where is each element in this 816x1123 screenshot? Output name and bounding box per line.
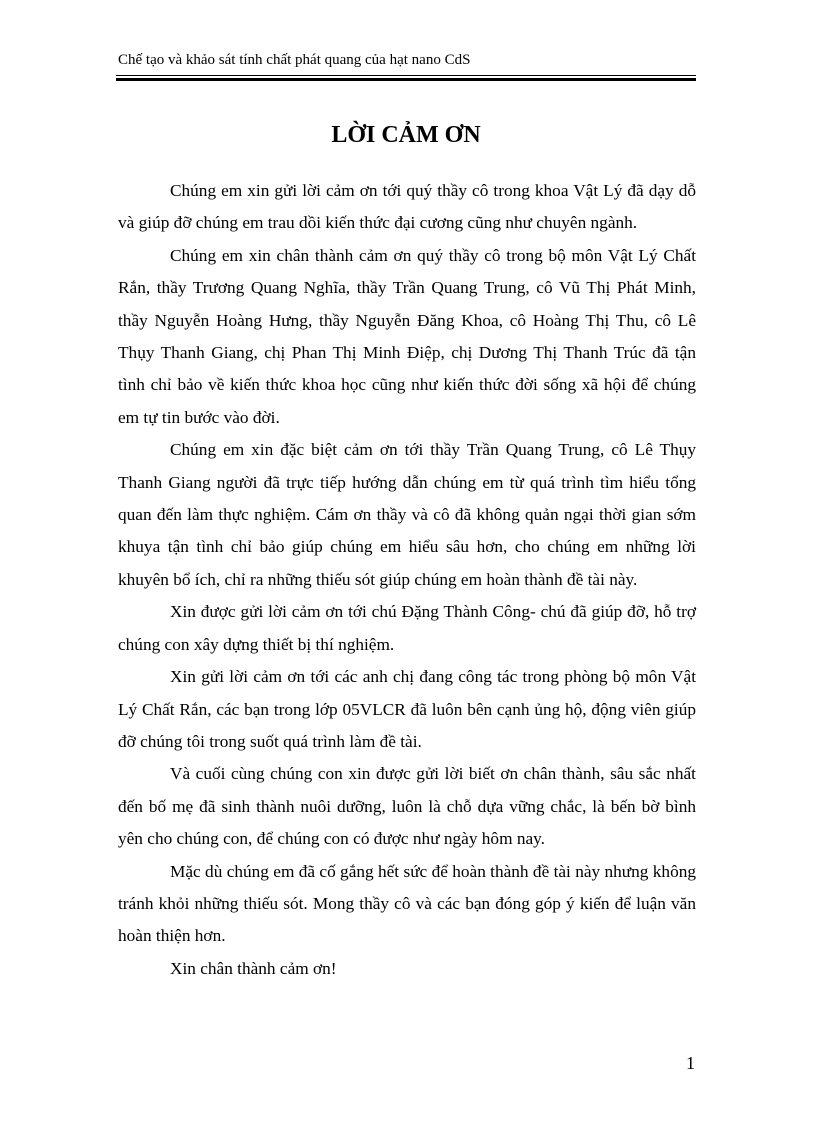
paragraph-closing: Xin chân thành cảm ơn!	[170, 958, 337, 978]
paragraph-parents-thanks: Và cuối cùng chúng con xin được gửi lời biết ơn chân thành, sâu sắc nhất đến bố mẹ đã sinh thành nuôi dưỡng, luôn là chỗ dựa vững chắc, là bến bờ bình yên cho chúng con, để chúng con có được như ngày hôm nay.	[118, 764, 696, 849]
acknowledgements-body	[118, 175, 696, 985]
paragraph-colleagues-thanks: Xin gửi lời cảm ơn tới các anh chị đang công tác trong phòng bộ môn Vật Lý Chất Rắn, các bạn trong lớp 05VLCR đã luôn bên cạnh ủng hộ, động viên giúp đỡ chúng tôi trong suốt quá trình làm đề tài.	[118, 667, 696, 751]
paragraph-apology-note: Mặc dù chúng em đã cố gắng hết sức để hoàn thành đề tài này nhưng không tránh khỏi những thiếu sót. Mong thầy cô và các bạn đóng góp ý kiến để luận văn hoàn thiện hơn.	[118, 861, 696, 946]
paragraph-faculty-thanks: Chúng em xin gửi lời cảm ơn tới quý thầy cô trong khoa Vật Lý đã dạy dỗ và giúp đỡ chúng em trau dồi kiến thức đại cương cũng như chuyên ngành.	[118, 181, 696, 233]
page-title: LỜI CẢM ƠN	[331, 122, 481, 149]
header-rule-thin	[116, 75, 696, 76]
paragraph-advisors-thanks: Chúng em xin đặc biệt cảm ơn tới thầy Trần Quang Trung, cô Lê Thụy Thanh Giang người đã trực tiếp hướng dẫn chúng em từ quá trình tìm hiểu tổng quan đến làm thực nghiệm. Cám ơn thầy và cô đã không quản ngại thời gian sớm khuya tận tình chỉ bảo giúp chúng em hiểu sâu hơn, cho chúng em những lời khuyên bổ ích, chỉ ra những thiếu sót giúp chúng em hoàn thành đề tài này.	[118, 440, 696, 589]
paragraph-department-thanks: Chúng em xin chân thành cảm ơn quý thầy cô trong bộ môn Vật Lý Chất Rắn, thầy Trương Quang Nghĩa, thầy Trần Quang Trung, cô Vũ Thị Phát Minh, thầy Nguyễn Hoàng Hưng, thầy Nguyễn Đăng Khoa, cô Hoàng Thị Thu, cô Lê Thụy Thanh Giang, chị Phan Thị Minh Điệp, chị Dương Thị Thanh Trúc đã tận tình chỉ bảo về kiến thức khoa học cũng như kiến thức đời sống xã hội để chúng em tự tin bước vào đời.	[118, 245, 696, 427]
running-header: Chế tạo và khảo sát tính chất phát quang của hạt nano CdS	[118, 52, 471, 68]
header-rule-thick	[116, 78, 696, 81]
page-number: 1	[686, 1053, 695, 1073]
paragraph-equipment-thanks: Xin được gửi lời cảm ơn tới chú Đặng Thành Công- chú đã giúp đỡ, hỗ trợ chúng con xây dựng thiết bị thí nghiệm.	[118, 602, 696, 654]
